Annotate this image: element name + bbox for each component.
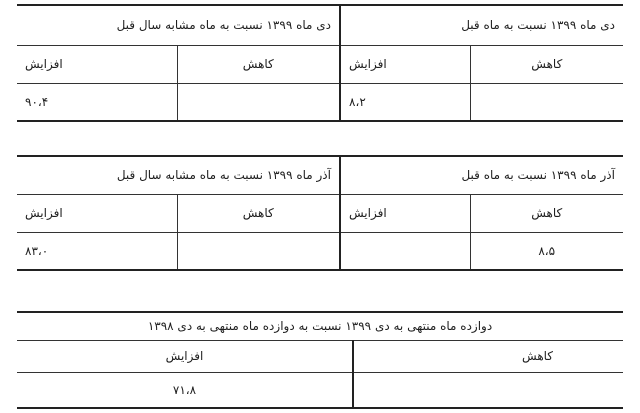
subheader-increase: افزایش: [17, 194, 177, 232]
value-cell: ۸۳،۰: [17, 232, 177, 270]
subheader-decrease: کاهش: [177, 194, 340, 232]
group-header-month-over-month: دی ماه ۱۳۹۹ نسبت به ماه قبل: [340, 5, 623, 45]
group-header-year-over-year: دی ماه ۱۳۹۹ نسبت به ماه مشابه سال قبل: [17, 5, 340, 45]
value-cell: [353, 372, 623, 408]
group-header-year-over-year: آذر ماه ۱۳۹۹ نسبت به ماه مشابه سال قبل: [17, 156, 340, 194]
table-azar-1399: [17, 155, 623, 271]
subheader-increase: افزایش: [17, 45, 177, 83]
value-cell: [177, 83, 340, 121]
value-cell: [470, 83, 623, 121]
table-dey-1399: [17, 4, 623, 122]
subheader-increase: افزایش: [340, 194, 470, 232]
subheader-decrease: کاهش: [177, 45, 340, 83]
value-cell: ۸،۵: [470, 232, 623, 270]
subheader-increase: افزایش: [340, 45, 470, 83]
subheader-decrease: کاهش: [470, 45, 623, 83]
value-cell: ۷۱،۸: [17, 372, 353, 408]
subheader-decrease: کاهش: [470, 194, 623, 232]
value-cell: ۸،۲: [340, 83, 470, 121]
twelve-month-title: دوازده ماه منتهی به دی ۱۳۹۹ نسبت به دوازده ماه منتهی به دی ۱۳۹۸: [17, 312, 623, 340]
value-cell: [177, 232, 340, 270]
value-cell: [340, 232, 470, 270]
value-cell: ۹۰،۴: [17, 83, 177, 121]
subheader-increase: افزایش: [17, 340, 353, 372]
subheader-decrease: کاهش: [353, 340, 623, 372]
table-twelve-months: [17, 311, 623, 409]
group-header-month-over-month: آذر ماه ۱۳۹۹ نسبت به ماه قبل: [340, 156, 623, 194]
